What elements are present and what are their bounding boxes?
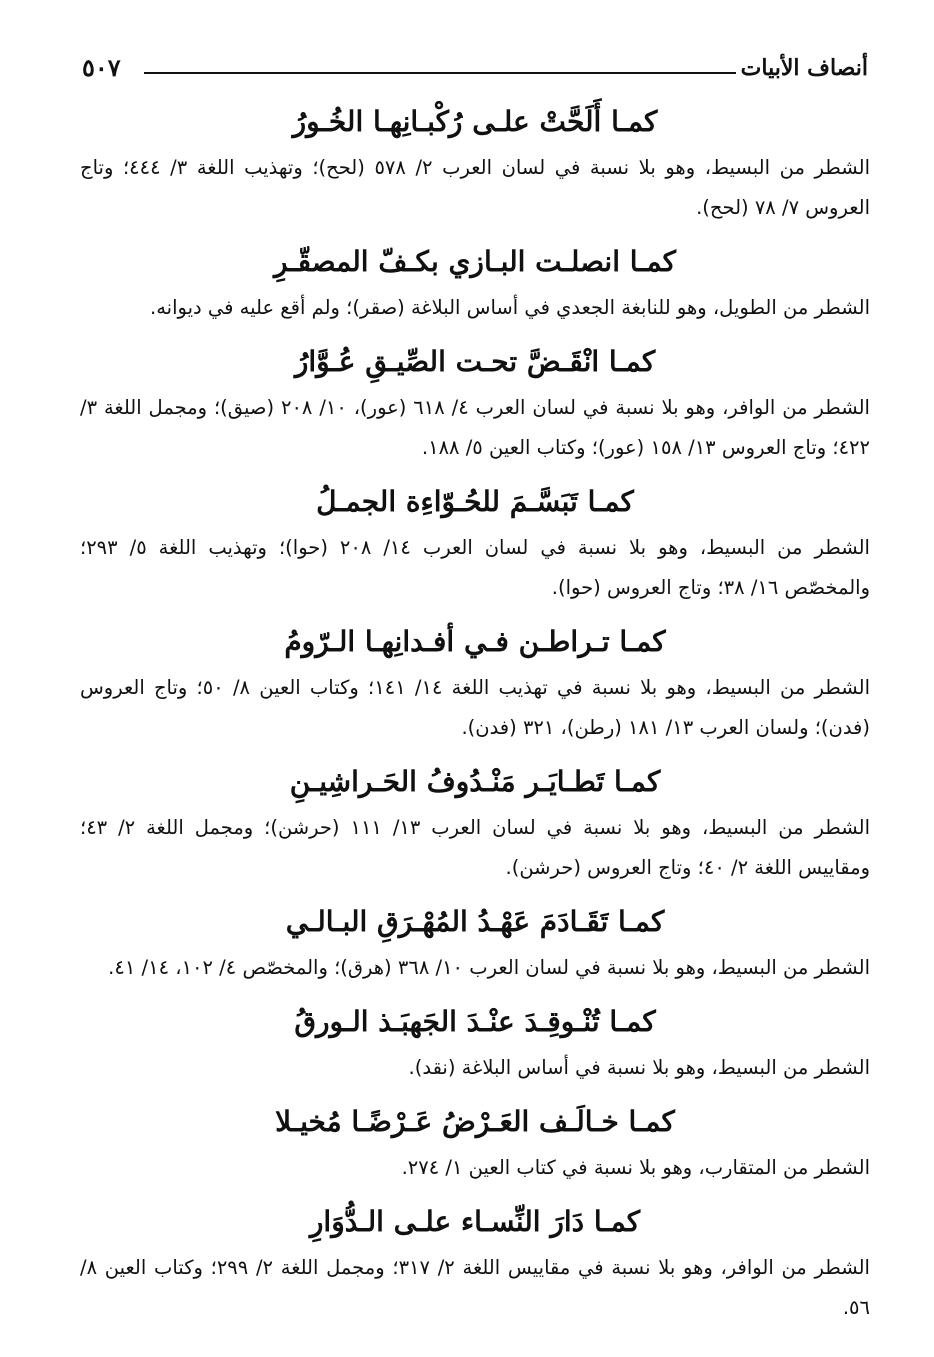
entry (80, 756, 870, 888)
entry (80, 476, 870, 608)
verse-note: الشطر من الوافر، وهو بلا نسبة في لسان العرب ٤/ ٦١٨ (عور)، ١٠/ ٢٠٨ (صيق)؛ ومجمل اللغة ٣/ ٤٢٢؛ وتاج العروس ١٣/ ١٥٨ (عور)؛ وكتاب العين ٥/ ١٨٨. (80, 396, 870, 459)
entry (80, 896, 870, 988)
verse-half-line: كمـا انْقَـضَّ تحـت الصِّيـقِ عُـوَّارُ (294, 345, 656, 378)
entry (80, 336, 870, 468)
verse-half-line: كمـا انصلـت البـازي بكـفّ المصقّـرِ (273, 245, 677, 278)
entry (80, 1096, 870, 1188)
entry (80, 236, 870, 328)
verse-note: الشطر من الوافر، وهو بلا نسبة في مقاييس اللغة ٢/ ٣١٧؛ ومجمل اللغة ٢/ ٢٩٩؛ وكتاب العين ٨/ ٥٦. (80, 1256, 870, 1319)
verse-note: الشطر من البسيط، وهو بلا نسبة في تهذيب اللغة ١٤/ ١٤١؛ وكتاب العين ٨/ ٥٠؛ وتاج العروس (فدن)؛ ولسان العرب ١٣/ ١٨١ (رطن)، ٣٢١ (فدن). (80, 676, 871, 739)
verse-note: الشطر من البسيط، وهو بلا نسبة في لسان العرب ١٠/ ٣٦٨ (هرق)؛ والمخصّص ٤/ ١٠٢، ١٤/ ٤١. (108, 956, 870, 979)
page-content (80, 96, 870, 1328)
verse-note: الشطر من البسيط، وهو بلا نسبة في لسان العرب ١٤/ ٢٠٨ (حوا)؛ وتهذيب اللغة ٥/ ٢٩٣؛ والمخصّص ١٦/ ٣٨؛ وتاج العروس (حوا). (80, 536, 870, 599)
verse-half-line: كمـا تَبَسَّـمَ للحُـوّاءِة الجمـلُ (316, 485, 634, 518)
verse-note: الشطر من المتقارب، وهو بلا نسبة في كتاب العين ١/ ٢٧٤. (401, 1156, 870, 1179)
running-header (82, 52, 868, 88)
verse-half-line: كمـا تـراطـن فـي أفـدانِهـا الـرّومُ (284, 625, 666, 658)
entry (80, 996, 870, 1088)
verse-half-line: كمـا تَقَـادَمَ عَهْـدُ المُهْـرَقِ البـالـي (285, 905, 665, 938)
entry (80, 616, 870, 748)
entry (80, 96, 870, 228)
page-number: ٥٠٧ (82, 53, 121, 82)
verse-half-line: كمـا تُنْـوقِـدَ عنْـدَ الجَهبَـذ الـورقُ (294, 1005, 656, 1038)
verse-half-line: كمـا أَلَحَّتْ علـى رُكْبـانِهـا الخُـورُ (292, 105, 658, 138)
verse-note: الشطر من البسيط، وهو بلا نسبة في لسان العرب ١٣/ ١١١ (حرشن)؛ ومجمل اللغة ٢/ ٤٣؛ ومقاييس اللغة ٢/ ٤٠؛ وتاج العروس (حرشن). (80, 816, 870, 879)
entry (80, 1196, 870, 1328)
verse-half-line: كمـا دَارَ النِّسـاء علـى الـدُّوَارِ (309, 1205, 641, 1238)
verse-half-line: كمـا تَطـايَـر مَنْـدُوفُ الحَـراشِيـنِ (289, 765, 661, 798)
verse-note: الشطر من البسيط، وهو بلا نسبة في أساس البلاغة (نقد). (408, 1056, 870, 1079)
running-title: أنصاف الأبيات (740, 55, 868, 81)
verse-note: الشطر من البسيط، وهو بلا نسبة في لسان العرب ٢/ ٥٧٨ (لحح)؛ وتهذيب اللغة ٣/ ٤٤٤؛ وتاج العروس ٧/ ٧٨ (لحح). (80, 156, 870, 219)
verse-half-line: كمـا خـالَـف العَـرْضُ عَـرْضًـا مُخيـلا (275, 1105, 675, 1138)
verse-note: الشطر من الطويل، وهو للنابغة الجعدي في أساس البلاغة (صقر)؛ ولم أقع عليه في ديوانه. (150, 296, 870, 319)
header-rule (144, 72, 736, 74)
